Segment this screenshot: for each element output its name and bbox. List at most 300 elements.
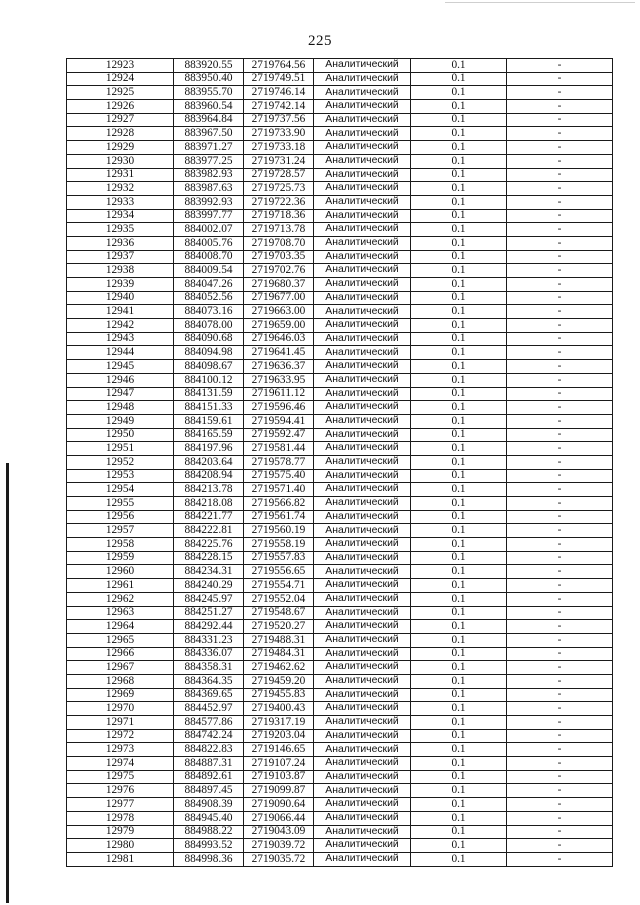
method-cell: Аналитический xyxy=(314,811,411,825)
table-row xyxy=(67,551,613,565)
x-coordinate-cell: 883992.93 xyxy=(174,195,244,209)
method-cell: Аналитический xyxy=(314,373,411,387)
x-coordinate-cell: 884336.07 xyxy=(174,647,244,661)
precision-cell: 0.1 xyxy=(411,757,507,771)
description-cell: - xyxy=(507,250,613,264)
method-cell: Аналитический xyxy=(314,497,411,511)
y-coordinate-cell: 2719725.73 xyxy=(244,182,314,196)
method-cell: Аналитический xyxy=(314,661,411,675)
table-row xyxy=(67,770,613,784)
point-number-cell: 12963 xyxy=(67,606,174,620)
method-cell: Аналитический xyxy=(314,524,411,538)
description-cell: - xyxy=(507,127,613,141)
method-cell: Аналитический xyxy=(314,442,411,456)
x-coordinate-cell: 883950.40 xyxy=(174,72,244,86)
x-coordinate-cell: 884892.61 xyxy=(174,770,244,784)
table-body xyxy=(67,59,613,867)
description-cell: - xyxy=(507,825,613,839)
method-cell: Аналитический xyxy=(314,59,411,73)
precision-cell: 0.1 xyxy=(411,442,507,456)
precision-cell: 0.1 xyxy=(411,360,507,374)
point-number-cell: 12940 xyxy=(67,291,174,305)
description-cell: - xyxy=(507,770,613,784)
description-cell: - xyxy=(507,702,613,716)
precision-cell: 0.1 xyxy=(411,236,507,250)
table-row xyxy=(67,784,613,798)
x-coordinate-cell: 884234.31 xyxy=(174,565,244,579)
table-row xyxy=(67,729,613,743)
table-row xyxy=(67,168,613,182)
table-row xyxy=(67,72,613,86)
precision-cell: 0.1 xyxy=(411,633,507,647)
table-row xyxy=(67,702,613,716)
table-row xyxy=(67,401,613,415)
precision-cell: 0.1 xyxy=(411,59,507,73)
method-cell: Аналитический xyxy=(314,236,411,250)
precision-cell: 0.1 xyxy=(411,524,507,538)
y-coordinate-cell: 2719713.78 xyxy=(244,223,314,237)
method-cell: Аналитический xyxy=(314,264,411,278)
x-coordinate-cell: 884078.00 xyxy=(174,319,244,333)
point-number-cell: 12956 xyxy=(67,510,174,524)
y-coordinate-cell: 2719552.04 xyxy=(244,592,314,606)
x-coordinate-cell: 884897.45 xyxy=(174,784,244,798)
x-coordinate-cell: 884908.39 xyxy=(174,798,244,812)
method-cell: Аналитический xyxy=(314,839,411,853)
x-coordinate-cell: 884008.70 xyxy=(174,250,244,264)
method-cell: Аналитический xyxy=(314,716,411,730)
table-row xyxy=(67,839,613,853)
precision-cell: 0.1 xyxy=(411,373,507,387)
point-number-cell: 12939 xyxy=(67,278,174,292)
precision-cell: 0.1 xyxy=(411,72,507,86)
description-cell: - xyxy=(507,195,613,209)
method-cell: Аналитический xyxy=(314,538,411,552)
point-number-cell: 12932 xyxy=(67,182,174,196)
method-cell: Аналитический xyxy=(314,100,411,114)
table-row xyxy=(67,852,613,866)
point-number-cell: 12950 xyxy=(67,428,174,442)
precision-cell: 0.1 xyxy=(411,86,507,100)
point-number-cell: 12942 xyxy=(67,319,174,333)
point-number-cell: 12944 xyxy=(67,346,174,360)
description-cell: - xyxy=(507,168,613,182)
table-row xyxy=(67,538,613,552)
precision-cell: 0.1 xyxy=(411,674,507,688)
description-cell: - xyxy=(507,278,613,292)
point-number-cell: 12953 xyxy=(67,469,174,483)
y-coordinate-cell: 2719733.18 xyxy=(244,141,314,155)
point-number-cell: 12936 xyxy=(67,236,174,250)
x-coordinate-cell: 884742.24 xyxy=(174,729,244,743)
description-cell: - xyxy=(507,141,613,155)
table-row xyxy=(67,113,613,127)
precision-cell: 0.1 xyxy=(411,319,507,333)
point-number-cell: 12969 xyxy=(67,688,174,702)
precision-cell: 0.1 xyxy=(411,278,507,292)
x-coordinate-cell: 884005.76 xyxy=(174,236,244,250)
y-coordinate-cell: 2719728.57 xyxy=(244,168,314,182)
point-number-cell: 12947 xyxy=(67,387,174,401)
precision-cell: 0.1 xyxy=(411,729,507,743)
precision-cell: 0.1 xyxy=(411,264,507,278)
point-number-cell: 12934 xyxy=(67,209,174,223)
method-cell: Аналитический xyxy=(314,127,411,141)
description-cell: - xyxy=(507,839,613,853)
y-coordinate-cell: 2719146.65 xyxy=(244,743,314,757)
x-coordinate-cell: 884822.83 xyxy=(174,743,244,757)
description-cell: - xyxy=(507,565,613,579)
description-cell: - xyxy=(507,154,613,168)
description-cell: - xyxy=(507,442,613,456)
point-number-cell: 12959 xyxy=(67,551,174,565)
y-coordinate-cell: 2719680.37 xyxy=(244,278,314,292)
precision-cell: 0.1 xyxy=(411,688,507,702)
method-cell: Аналитический xyxy=(314,360,411,374)
description-cell: - xyxy=(507,469,613,483)
description-cell: - xyxy=(507,743,613,757)
y-coordinate-cell: 2719746.14 xyxy=(244,86,314,100)
method-cell: Аналитический xyxy=(314,757,411,771)
precision-cell: 0.1 xyxy=(411,209,507,223)
x-coordinate-cell: 884094.98 xyxy=(174,346,244,360)
point-number-cell: 12970 xyxy=(67,702,174,716)
table-row xyxy=(67,524,613,538)
point-number-cell: 12957 xyxy=(67,524,174,538)
x-coordinate-cell: 884151.33 xyxy=(174,401,244,415)
table-row xyxy=(67,455,613,469)
table-row xyxy=(67,647,613,661)
description-cell: - xyxy=(507,688,613,702)
description-cell: - xyxy=(507,332,613,346)
table-row xyxy=(67,373,613,387)
point-number-cell: 12949 xyxy=(67,414,174,428)
x-coordinate-cell: 884225.76 xyxy=(174,538,244,552)
y-coordinate-cell: 2719677.00 xyxy=(244,291,314,305)
method-cell: Аналитический xyxy=(314,113,411,127)
x-coordinate-cell: 884228.15 xyxy=(174,551,244,565)
y-coordinate-cell: 2719663.00 xyxy=(244,305,314,319)
point-number-cell: 12974 xyxy=(67,757,174,771)
point-number-cell: 12924 xyxy=(67,72,174,86)
method-cell: Аналитический xyxy=(314,770,411,784)
method-cell: Аналитический xyxy=(314,332,411,346)
precision-cell: 0.1 xyxy=(411,483,507,497)
y-coordinate-cell: 2719099.87 xyxy=(244,784,314,798)
coordinates-table xyxy=(66,58,613,867)
method-cell: Аналитический xyxy=(314,319,411,333)
y-coordinate-cell: 2719718.36 xyxy=(244,209,314,223)
point-number-cell: 12967 xyxy=(67,661,174,675)
y-coordinate-cell: 2719484.31 xyxy=(244,647,314,661)
point-number-cell: 12930 xyxy=(67,154,174,168)
y-coordinate-cell: 2719703.35 xyxy=(244,250,314,264)
y-coordinate-cell: 2719557.83 xyxy=(244,551,314,565)
table-row xyxy=(67,716,613,730)
precision-cell: 0.1 xyxy=(411,852,507,866)
y-coordinate-cell: 2719749.51 xyxy=(244,72,314,86)
table-row xyxy=(67,510,613,524)
description-cell: - xyxy=(507,551,613,565)
x-coordinate-cell: 884009.54 xyxy=(174,264,244,278)
point-number-cell: 12979 xyxy=(67,825,174,839)
point-number-cell: 12955 xyxy=(67,497,174,511)
description-cell: - xyxy=(507,401,613,415)
x-coordinate-cell: 884222.81 xyxy=(174,524,244,538)
x-coordinate-cell: 883971.27 xyxy=(174,141,244,155)
table-row xyxy=(67,579,613,593)
precision-cell: 0.1 xyxy=(411,250,507,264)
table-row xyxy=(67,360,613,374)
point-number-cell: 12946 xyxy=(67,373,174,387)
point-number-cell: 12945 xyxy=(67,360,174,374)
point-number-cell: 12954 xyxy=(67,483,174,497)
description-cell: - xyxy=(507,182,613,196)
precision-cell: 0.1 xyxy=(411,414,507,428)
precision-cell: 0.1 xyxy=(411,661,507,675)
x-coordinate-cell: 884098.67 xyxy=(174,360,244,374)
x-coordinate-cell: 884221.77 xyxy=(174,510,244,524)
method-cell: Аналитический xyxy=(314,784,411,798)
table-row xyxy=(67,497,613,511)
precision-cell: 0.1 xyxy=(411,182,507,196)
method-cell: Аналитический xyxy=(314,305,411,319)
y-coordinate-cell: 2719737.56 xyxy=(244,113,314,127)
description-cell: - xyxy=(507,223,613,237)
method-cell: Аналитический xyxy=(314,647,411,661)
table-row xyxy=(67,469,613,483)
description-cell: - xyxy=(507,346,613,360)
x-coordinate-cell: 884245.97 xyxy=(174,592,244,606)
point-number-cell: 12962 xyxy=(67,592,174,606)
precision-cell: 0.1 xyxy=(411,538,507,552)
y-coordinate-cell: 2719566.82 xyxy=(244,497,314,511)
description-cell: - xyxy=(507,59,613,73)
x-coordinate-cell: 884159.61 xyxy=(174,414,244,428)
y-coordinate-cell: 2719561.74 xyxy=(244,510,314,524)
y-coordinate-cell: 2719488.31 xyxy=(244,633,314,647)
method-cell: Аналитический xyxy=(314,387,411,401)
table-row xyxy=(67,483,613,497)
table-row xyxy=(67,154,613,168)
x-coordinate-cell: 884358.31 xyxy=(174,661,244,675)
x-coordinate-cell: 884577.86 xyxy=(174,716,244,730)
description-cell: - xyxy=(507,100,613,114)
table-row xyxy=(67,811,613,825)
x-coordinate-cell: 883920.55 xyxy=(174,59,244,73)
y-coordinate-cell: 2719596.46 xyxy=(244,401,314,415)
description-cell: - xyxy=(507,264,613,278)
y-coordinate-cell: 2719571.40 xyxy=(244,483,314,497)
precision-cell: 0.1 xyxy=(411,305,507,319)
table-row xyxy=(67,236,613,250)
point-number-cell: 12976 xyxy=(67,784,174,798)
point-number-cell: 12937 xyxy=(67,250,174,264)
table-row xyxy=(67,141,613,155)
point-number-cell: 12964 xyxy=(67,620,174,634)
description-cell: - xyxy=(507,729,613,743)
y-coordinate-cell: 2719708.70 xyxy=(244,236,314,250)
point-number-cell: 12938 xyxy=(67,264,174,278)
method-cell: Аналитический xyxy=(314,620,411,634)
table-row xyxy=(67,127,613,141)
x-coordinate-cell: 884002.07 xyxy=(174,223,244,237)
description-cell: - xyxy=(507,497,613,511)
table-row xyxy=(67,633,613,647)
description-cell: - xyxy=(507,524,613,538)
y-coordinate-cell: 2719641.45 xyxy=(244,346,314,360)
x-coordinate-cell: 884131.59 xyxy=(174,387,244,401)
precision-cell: 0.1 xyxy=(411,127,507,141)
description-cell: - xyxy=(507,86,613,100)
point-number-cell: 12972 xyxy=(67,729,174,743)
table-row xyxy=(67,278,613,292)
table-row xyxy=(67,86,613,100)
description-cell: - xyxy=(507,373,613,387)
description-cell: - xyxy=(507,360,613,374)
table-row xyxy=(67,387,613,401)
description-cell: - xyxy=(507,455,613,469)
precision-cell: 0.1 xyxy=(411,401,507,415)
method-cell: Аналитический xyxy=(314,606,411,620)
precision-cell: 0.1 xyxy=(411,825,507,839)
point-number-cell: 12928 xyxy=(67,127,174,141)
precision-cell: 0.1 xyxy=(411,743,507,757)
method-cell: Аналитический xyxy=(314,141,411,155)
y-coordinate-cell: 2719066.44 xyxy=(244,811,314,825)
y-coordinate-cell: 2719636.37 xyxy=(244,360,314,374)
y-coordinate-cell: 2719548.67 xyxy=(244,606,314,620)
x-coordinate-cell: 884218.08 xyxy=(174,497,244,511)
y-coordinate-cell: 2719520.27 xyxy=(244,620,314,634)
method-cell: Аналитический xyxy=(314,455,411,469)
x-coordinate-cell: 884100.12 xyxy=(174,373,244,387)
x-coordinate-cell: 883982.93 xyxy=(174,168,244,182)
method-cell: Аналитический xyxy=(314,72,411,86)
description-cell: - xyxy=(507,428,613,442)
point-number-cell: 12931 xyxy=(67,168,174,182)
table-row xyxy=(67,798,613,812)
method-cell: Аналитический xyxy=(314,428,411,442)
x-coordinate-cell: 883960.54 xyxy=(174,100,244,114)
description-cell: - xyxy=(507,757,613,771)
precision-cell: 0.1 xyxy=(411,716,507,730)
table-row xyxy=(67,182,613,196)
y-coordinate-cell: 2719035.72 xyxy=(244,852,314,866)
precision-cell: 0.1 xyxy=(411,223,507,237)
y-coordinate-cell: 2719611.12 xyxy=(244,387,314,401)
point-number-cell: 12968 xyxy=(67,674,174,688)
point-number-cell: 12926 xyxy=(67,100,174,114)
precision-cell: 0.1 xyxy=(411,606,507,620)
point-number-cell: 12960 xyxy=(67,565,174,579)
method-cell: Аналитический xyxy=(314,825,411,839)
table-row xyxy=(67,674,613,688)
precision-cell: 0.1 xyxy=(411,497,507,511)
method-cell: Аналитический xyxy=(314,579,411,593)
description-cell: - xyxy=(507,305,613,319)
x-coordinate-cell: 884364.35 xyxy=(174,674,244,688)
precision-cell: 0.1 xyxy=(411,510,507,524)
description-cell: - xyxy=(507,72,613,86)
x-coordinate-cell: 884213.78 xyxy=(174,483,244,497)
precision-cell: 0.1 xyxy=(411,332,507,346)
y-coordinate-cell: 2719090.64 xyxy=(244,798,314,812)
precision-cell: 0.1 xyxy=(411,811,507,825)
description-cell: - xyxy=(507,483,613,497)
x-coordinate-cell: 884208.94 xyxy=(174,469,244,483)
method-cell: Аналитический xyxy=(314,688,411,702)
description-cell: - xyxy=(507,811,613,825)
point-number-cell: 12966 xyxy=(67,647,174,661)
y-coordinate-cell: 2719594.41 xyxy=(244,414,314,428)
y-coordinate-cell: 2719317.19 xyxy=(244,716,314,730)
table-row xyxy=(67,319,613,333)
description-cell: - xyxy=(507,414,613,428)
method-cell: Аналитический xyxy=(314,743,411,757)
page-number: 225 xyxy=(308,33,332,49)
table-row xyxy=(67,209,613,223)
method-cell: Аналитический xyxy=(314,209,411,223)
table-row xyxy=(67,620,613,634)
method-cell: Аналитический xyxy=(314,592,411,606)
x-coordinate-cell: 884073.16 xyxy=(174,305,244,319)
table-row xyxy=(67,442,613,456)
x-coordinate-cell: 884292.44 xyxy=(174,620,244,634)
description-cell: - xyxy=(507,510,613,524)
y-coordinate-cell: 2719578.77 xyxy=(244,455,314,469)
point-number-cell: 12965 xyxy=(67,633,174,647)
method-cell: Аналитический xyxy=(314,346,411,360)
point-number-cell: 12958 xyxy=(67,538,174,552)
y-coordinate-cell: 2719558.19 xyxy=(244,538,314,552)
precision-cell: 0.1 xyxy=(411,702,507,716)
method-cell: Аналитический xyxy=(314,154,411,168)
point-number-cell: 12925 xyxy=(67,86,174,100)
table-row xyxy=(67,332,613,346)
x-coordinate-cell: 884165.59 xyxy=(174,428,244,442)
y-coordinate-cell: 2719400.43 xyxy=(244,702,314,716)
description-cell: - xyxy=(507,647,613,661)
description-cell: - xyxy=(507,113,613,127)
precision-cell: 0.1 xyxy=(411,346,507,360)
precision-cell: 0.1 xyxy=(411,647,507,661)
precision-cell: 0.1 xyxy=(411,141,507,155)
x-coordinate-cell: 884945.40 xyxy=(174,811,244,825)
method-cell: Аналитический xyxy=(314,182,411,196)
point-number-cell: 12929 xyxy=(67,141,174,155)
point-number-cell: 12978 xyxy=(67,811,174,825)
scan-edge-mark xyxy=(6,463,9,903)
precision-cell: 0.1 xyxy=(411,551,507,565)
table-row xyxy=(67,305,613,319)
table-row xyxy=(67,291,613,305)
point-number-cell: 12952 xyxy=(67,455,174,469)
x-coordinate-cell: 883967.50 xyxy=(174,127,244,141)
precision-cell: 0.1 xyxy=(411,428,507,442)
precision-cell: 0.1 xyxy=(411,168,507,182)
x-coordinate-cell: 884251.27 xyxy=(174,606,244,620)
precision-cell: 0.1 xyxy=(411,469,507,483)
table-row xyxy=(67,428,613,442)
y-coordinate-cell: 2719039.72 xyxy=(244,839,314,853)
description-cell: - xyxy=(507,798,613,812)
precision-cell: 0.1 xyxy=(411,784,507,798)
table-row xyxy=(67,743,613,757)
y-coordinate-cell: 2719633.95 xyxy=(244,373,314,387)
table-row xyxy=(67,59,613,73)
description-cell: - xyxy=(507,606,613,620)
